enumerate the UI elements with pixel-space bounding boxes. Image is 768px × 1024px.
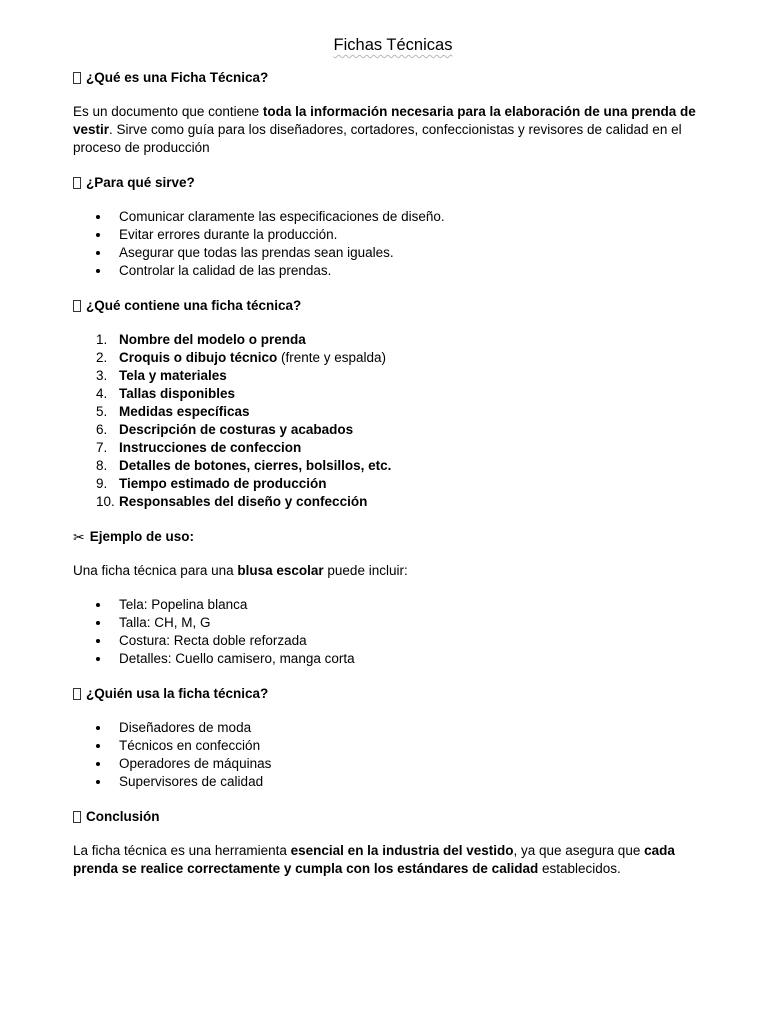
list-item: Operadores de máquinas — [73, 755, 713, 773]
list-item: Diseñadores de moda — [73, 719, 713, 737]
list-item: 4. Tallas disponibles — [96, 386, 236, 401]
list-item: Detalles: Cuello camisero, manga corta — [73, 650, 713, 668]
list-item: 7. Instrucciones de confeccion — [96, 440, 302, 455]
section-heading-conclusion: Conclusión — [73, 808, 713, 826]
contents-list — [73, 331, 713, 511]
document-page — [73, 30, 713, 878]
missing-glyph-icon — [73, 688, 81, 700]
list-item: 3. Tela y materiales — [96, 368, 227, 383]
list-item: 5. Medidas específicas — [96, 404, 250, 419]
list-item: Asegurar que todas las prendas sean iguales. — [73, 244, 713, 262]
list-item: Técnicos en confección — [73, 737, 713, 755]
list-item: 8. Detalles de botones, cierres, bolsillos, etc. — [96, 458, 392, 473]
list-item: 2. Croquis o dibujo técnico (frente y espalda) — [96, 350, 387, 365]
document-title: Fichas Técnicas — [333, 36, 453, 54]
section-heading-users: ¿Quién usa la ficha técnica? — [73, 685, 713, 703]
list-item: 6. Descripción de costuras y acabados — [96, 422, 354, 437]
list-item: 10. Responsables del diseño y confección — [96, 494, 368, 509]
list-item: Controlar la calidad de las prendas. — [73, 262, 713, 280]
example-list — [73, 596, 713, 668]
list-item: Supervisores de calidad — [73, 773, 713, 791]
list-item: 1. Nombre del modelo o prenda — [96, 332, 306, 347]
list-item: Comunicar claramente las especificaciones de diseño. — [73, 208, 713, 226]
section-heading-purpose: ¿Para qué sirve? — [73, 174, 713, 192]
purpose-list — [73, 208, 713, 280]
list-item: Costura: Recta doble reforzada — [73, 632, 713, 650]
section-heading-contents: ¿Qué contiene una ficha técnica? — [73, 297, 713, 315]
missing-glyph-icon — [73, 177, 81, 189]
scissors-icon: ✂ — [73, 529, 85, 545]
missing-glyph-icon — [73, 72, 81, 84]
missing-glyph-icon — [73, 300, 81, 312]
example-paragraph: Una ficha técnica para una blusa escolar puede incluir: — [73, 563, 408, 578]
missing-glyph-icon — [73, 811, 81, 823]
list-item: Talla: CH, M, G — [73, 614, 713, 632]
conclusion-paragraph: La ficha técnica es una herramienta esencial en la industria del vestido, ya que asegura que cada prenda se realice correctamente y cumpla con los estándares de calidad establecidos. — [73, 843, 675, 876]
list-item: Tela: Popelina blanca — [73, 596, 713, 614]
list-item: 9. Tiempo estimado de producción — [96, 476, 327, 491]
section-heading-example: ✂ Ejemplo de uso: — [73, 529, 194, 545]
section-heading-what-is: ¿Qué es una Ficha Técnica? — [73, 69, 713, 87]
users-list — [73, 719, 713, 791]
definition-paragraph: Es un documento que contiene toda la información necesaria para la elaboración de una prenda de vestir. Sirve como guía para los diseñadores, cortadores, confeccionistas y revisores de calidad en el proceso de producción — [73, 104, 696, 155]
list-item: Evitar errores durante la producción. — [73, 226, 713, 244]
